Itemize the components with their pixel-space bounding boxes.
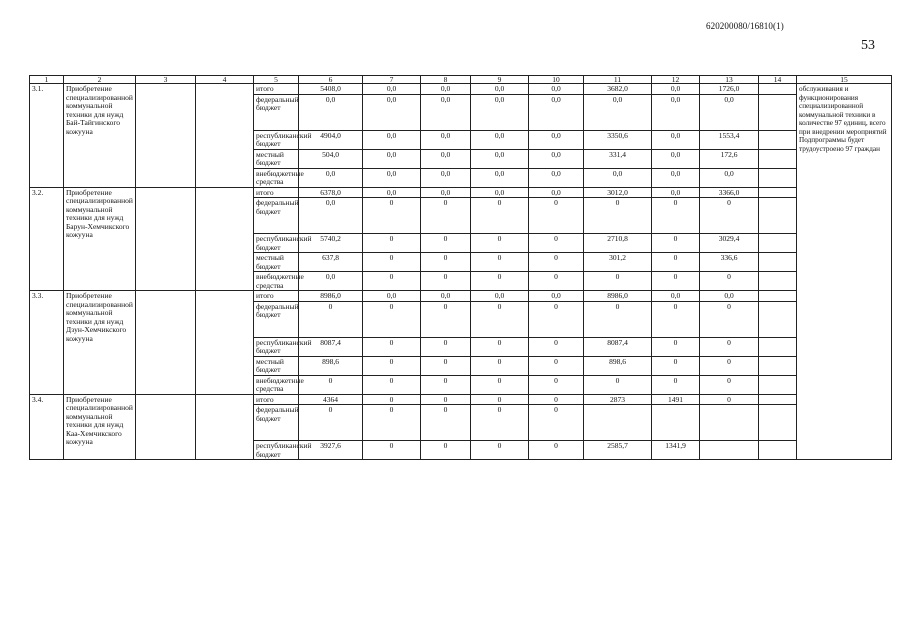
table-row [30,394,892,405]
column-number: 1 [30,76,64,84]
value-cell: 3350,6 [584,130,652,149]
value-cell: 3012,0 [584,187,652,198]
value-cell: 0,0 [652,84,700,95]
value-cell: 6378,0 [299,187,363,198]
empty-cell-col14 [759,405,797,441]
value-cell: 0 [700,394,759,405]
value-cell: 0 [363,234,421,253]
value-cell: 0,0 [700,168,759,187]
value-cell: 0 [652,301,700,337]
value-cell: 8986,0 [584,291,652,302]
column-number: 3 [136,76,196,84]
value-cell: 0 [471,198,529,234]
value-cell: 0,0 [700,291,759,302]
value-cell: 0,0 [584,168,652,187]
value-cell: 0 [529,301,584,337]
column-number-row [30,76,892,84]
value-cell: 0 [529,405,584,441]
empty-cell-col3 [136,187,196,291]
value-cell: 0 [584,198,652,234]
value-cell: 0 [652,337,700,356]
funding-source-cell: федеральный бюджет [254,94,299,130]
value-cell: 172,6 [700,149,759,168]
value-cell: 0 [471,441,529,460]
value-cell: 0 [652,356,700,375]
value-cell: 1491 [652,394,700,405]
value-cell: 0 [421,356,471,375]
column-number: 10 [529,76,584,84]
value-cell: 0,0 [471,130,529,149]
funding-source-cell: внебюджетные средства [254,272,299,291]
empty-cell-col14 [759,149,797,168]
document-id: 620200080/16810(1) [706,21,784,31]
value-cell: 0,0 [652,94,700,130]
empty-cell-col4 [196,187,254,291]
value-cell: 0,0 [652,149,700,168]
empty-cell-col14 [759,337,797,356]
column-number: 7 [363,76,421,84]
value-cell: 0 [299,375,363,394]
value-cell: 0 [421,301,471,337]
row-number-cell: 3.2. [30,187,64,291]
value-cell: 8087,4 [584,337,652,356]
row-number-cell: 3.1. [30,84,64,188]
funding-source-cell: итого [254,187,299,198]
value-cell: 0,0 [652,187,700,198]
value-cell: 0 [700,198,759,234]
value-cell: 504,0 [299,149,363,168]
value-cell: 0 [584,272,652,291]
value-cell: 0,0 [421,187,471,198]
value-cell: 3927,6 [299,441,363,460]
value-cell: 898,6 [584,356,652,375]
value-cell: 0 [471,337,529,356]
value-cell: 0 [652,234,700,253]
value-cell: 0,0 [299,272,363,291]
empty-cell-col4 [196,84,254,188]
value-cell: 0 [421,198,471,234]
value-cell: 0 [652,272,700,291]
value-cell: 0,0 [299,94,363,130]
value-cell: 0,0 [421,291,471,302]
empty-cell-col3 [136,394,196,460]
empty-cell-col14 [759,198,797,234]
value-cell: 0 [652,253,700,272]
column-number: 14 [759,76,797,84]
value-cell: 0 [700,301,759,337]
note-cell: обслуживания и функционирования специализированной коммунальной техники в количестве 97 единиц, всего при внедрении мероприятий Подпрограммы будет трудоустроено 97 граждан [797,84,892,460]
value-cell: 0,0 [652,130,700,149]
value-cell: 4364 [299,394,363,405]
measure-name-cell: Приобретение специализированной коммунальной техники для нужд Бай-Тайгинского кожууна [64,84,136,188]
funding-source-cell: итого [254,394,299,405]
value-cell: 0 [471,253,529,272]
funding-source-cell: итого [254,291,299,302]
value-cell: 0,0 [700,94,759,130]
value-cell: 0 [584,375,652,394]
value-cell: 0,0 [421,168,471,187]
value-cell: 336,6 [700,253,759,272]
empty-cell-col4 [196,394,254,460]
funding-source-cell: итого [254,84,299,95]
value-cell: 0 [529,375,584,394]
value-cell: 0 [471,356,529,375]
value-cell: 5740,2 [299,234,363,253]
value-cell: 301,2 [584,253,652,272]
funding-source-cell: федеральный бюджет [254,198,299,234]
value-cell: 0 [471,375,529,394]
value-cell: 0 [529,441,584,460]
value-cell: 0,0 [421,94,471,130]
empty-cell-col14 [759,441,797,460]
table-row [30,187,892,198]
value-cell: 0,0 [421,149,471,168]
funding-source-cell: республиканский бюджет [254,130,299,149]
value-cell: 0,0 [363,149,421,168]
value-cell: 898,6 [299,356,363,375]
value-cell: 0,0 [652,168,700,187]
table-row [30,291,892,302]
value-cell: 0 [529,394,584,405]
value-cell: 0 [529,272,584,291]
column-number: 12 [652,76,700,84]
value-cell: 0,0 [421,84,471,95]
value-cell: 0 [363,405,421,441]
column-number: 6 [299,76,363,84]
value-cell: 0 [700,272,759,291]
value-cell [700,405,759,441]
value-cell: 0,0 [471,149,529,168]
value-cell: 0 [421,394,471,405]
value-cell [584,405,652,441]
column-number: 4 [196,76,254,84]
value-cell: 0 [529,356,584,375]
value-cell: 0,0 [529,94,584,130]
value-cell: 0,0 [471,291,529,302]
empty-cell-col3 [136,84,196,188]
funding-source-cell: республиканский бюджет [254,337,299,356]
empty-cell-col14 [759,84,797,95]
measure-name-cell: Приобретение специализированной коммунальной техники для нужд Дзун-Хемчикского кожууна [64,291,136,395]
value-cell: 0 [652,375,700,394]
funding-source-cell: местный бюджет [254,253,299,272]
empty-cell-col14 [759,187,797,198]
value-cell: 0 [363,337,421,356]
empty-cell-col14 [759,291,797,302]
row-number-cell: 3.4. [30,394,64,460]
table-row [30,84,892,95]
value-cell: 0 [529,337,584,356]
value-cell: 0 [471,272,529,291]
column-number: 13 [700,76,759,84]
value-cell: 0,0 [529,187,584,198]
value-cell: 0,0 [471,84,529,95]
funding-source-cell: республиканский бюджет [254,441,299,460]
value-cell: 2585,7 [584,441,652,460]
value-cell: 0 [363,198,421,234]
value-cell: 0 [471,234,529,253]
value-cell: 0,0 [471,168,529,187]
empty-cell-col14 [759,253,797,272]
column-number: 15 [797,76,892,84]
empty-cell-col14 [759,272,797,291]
empty-cell-col14 [759,301,797,337]
empty-cell-col14 [759,234,797,253]
funding-source-cell: местный бюджет [254,356,299,375]
value-cell: 0 [421,253,471,272]
value-cell: 0,0 [529,149,584,168]
value-cell: 0 [529,198,584,234]
value-cell: 0 [584,301,652,337]
value-cell: 2873 [584,394,652,405]
empty-cell-col14 [759,375,797,394]
value-cell: 0,0 [363,130,421,149]
empty-cell-col14 [759,394,797,405]
value-cell: 0,0 [471,94,529,130]
value-cell: 5408,0 [299,84,363,95]
funding-source-cell: местный бюджет [254,149,299,168]
value-cell: 2710,8 [584,234,652,253]
value-cell: 0 [299,301,363,337]
value-cell: 0 [700,337,759,356]
value-cell: 0 [421,272,471,291]
measure-name-cell: Приобретение специализированной коммунальной техники для нужд Барун-Хемчикского кожууна [64,187,136,291]
value-cell: 0 [421,337,471,356]
value-cell: 8986,0 [299,291,363,302]
value-cell: 0 [363,375,421,394]
row-number-cell: 3.3. [30,291,64,395]
value-cell: 0,0 [529,291,584,302]
measure-name-cell: Приобретение специализированной коммунальной техники для нужд Каа-Хемчикского кожууна [64,394,136,460]
empty-cell-col14 [759,356,797,375]
empty-cell-col14 [759,130,797,149]
value-cell: 331,4 [584,149,652,168]
value-cell: 0 [421,375,471,394]
value-cell: 1341,9 [652,441,700,460]
funding-source-cell: внебюджетные средства [254,168,299,187]
value-cell: 0 [529,234,584,253]
value-cell: 0 [363,441,421,460]
empty-cell-col14 [759,168,797,187]
value-cell: 0,0 [652,291,700,302]
value-cell: 0,0 [363,291,421,302]
column-number: 11 [584,76,652,84]
column-number: 5 [254,76,299,84]
funding-source-cell: республиканский бюджет [254,234,299,253]
value-cell: 8087,4 [299,337,363,356]
funding-source-cell: внебюджетные средства [254,375,299,394]
value-cell: 0,0 [299,168,363,187]
value-cell: 0,0 [363,168,421,187]
value-cell: 3366,0 [700,187,759,198]
value-cell: 0 [363,253,421,272]
empty-cell-col4 [196,291,254,395]
value-cell: 0,0 [299,198,363,234]
empty-cell-col14 [759,94,797,130]
value-cell: 0,0 [363,94,421,130]
value-cell: 0,0 [529,130,584,149]
page-number: 53 [861,38,875,53]
funding-source-cell: федеральный бюджет [254,301,299,337]
value-cell: 0 [363,272,421,291]
funding-source-cell: федеральный бюджет [254,405,299,441]
value-cell: 1553,4 [700,130,759,149]
value-cell: 0 [421,441,471,460]
value-cell: 0 [363,394,421,405]
value-cell: 4904,0 [299,130,363,149]
value-cell: 0 [700,356,759,375]
value-cell: 0 [471,405,529,441]
value-cell: 0,0 [363,187,421,198]
value-cell: 0 [700,375,759,394]
value-cell: 1726,0 [700,84,759,95]
value-cell: 0,0 [471,187,529,198]
value-cell: 0,0 [529,168,584,187]
value-cell: 0 [471,301,529,337]
value-cell: 0,0 [529,84,584,95]
value-cell: 0 [421,234,471,253]
budget-table [29,75,892,460]
value-cell: 0 [363,356,421,375]
value-cell: 3682,0 [584,84,652,95]
value-cell: 0 [652,198,700,234]
column-number: 8 [421,76,471,84]
value-cell: 0,0 [584,94,652,130]
value-cell [652,405,700,441]
value-cell: 0 [421,405,471,441]
value-cell: 0 [529,253,584,272]
value-cell: 637,8 [299,253,363,272]
value-cell: 0 [471,394,529,405]
value-cell: 0,0 [421,130,471,149]
value-cell [700,441,759,460]
column-number: 9 [471,76,529,84]
value-cell: 0 [299,405,363,441]
value-cell: 0 [363,301,421,337]
value-cell: 0,0 [363,84,421,95]
column-number: 2 [64,76,136,84]
empty-cell-col3 [136,291,196,395]
value-cell: 3029,4 [700,234,759,253]
